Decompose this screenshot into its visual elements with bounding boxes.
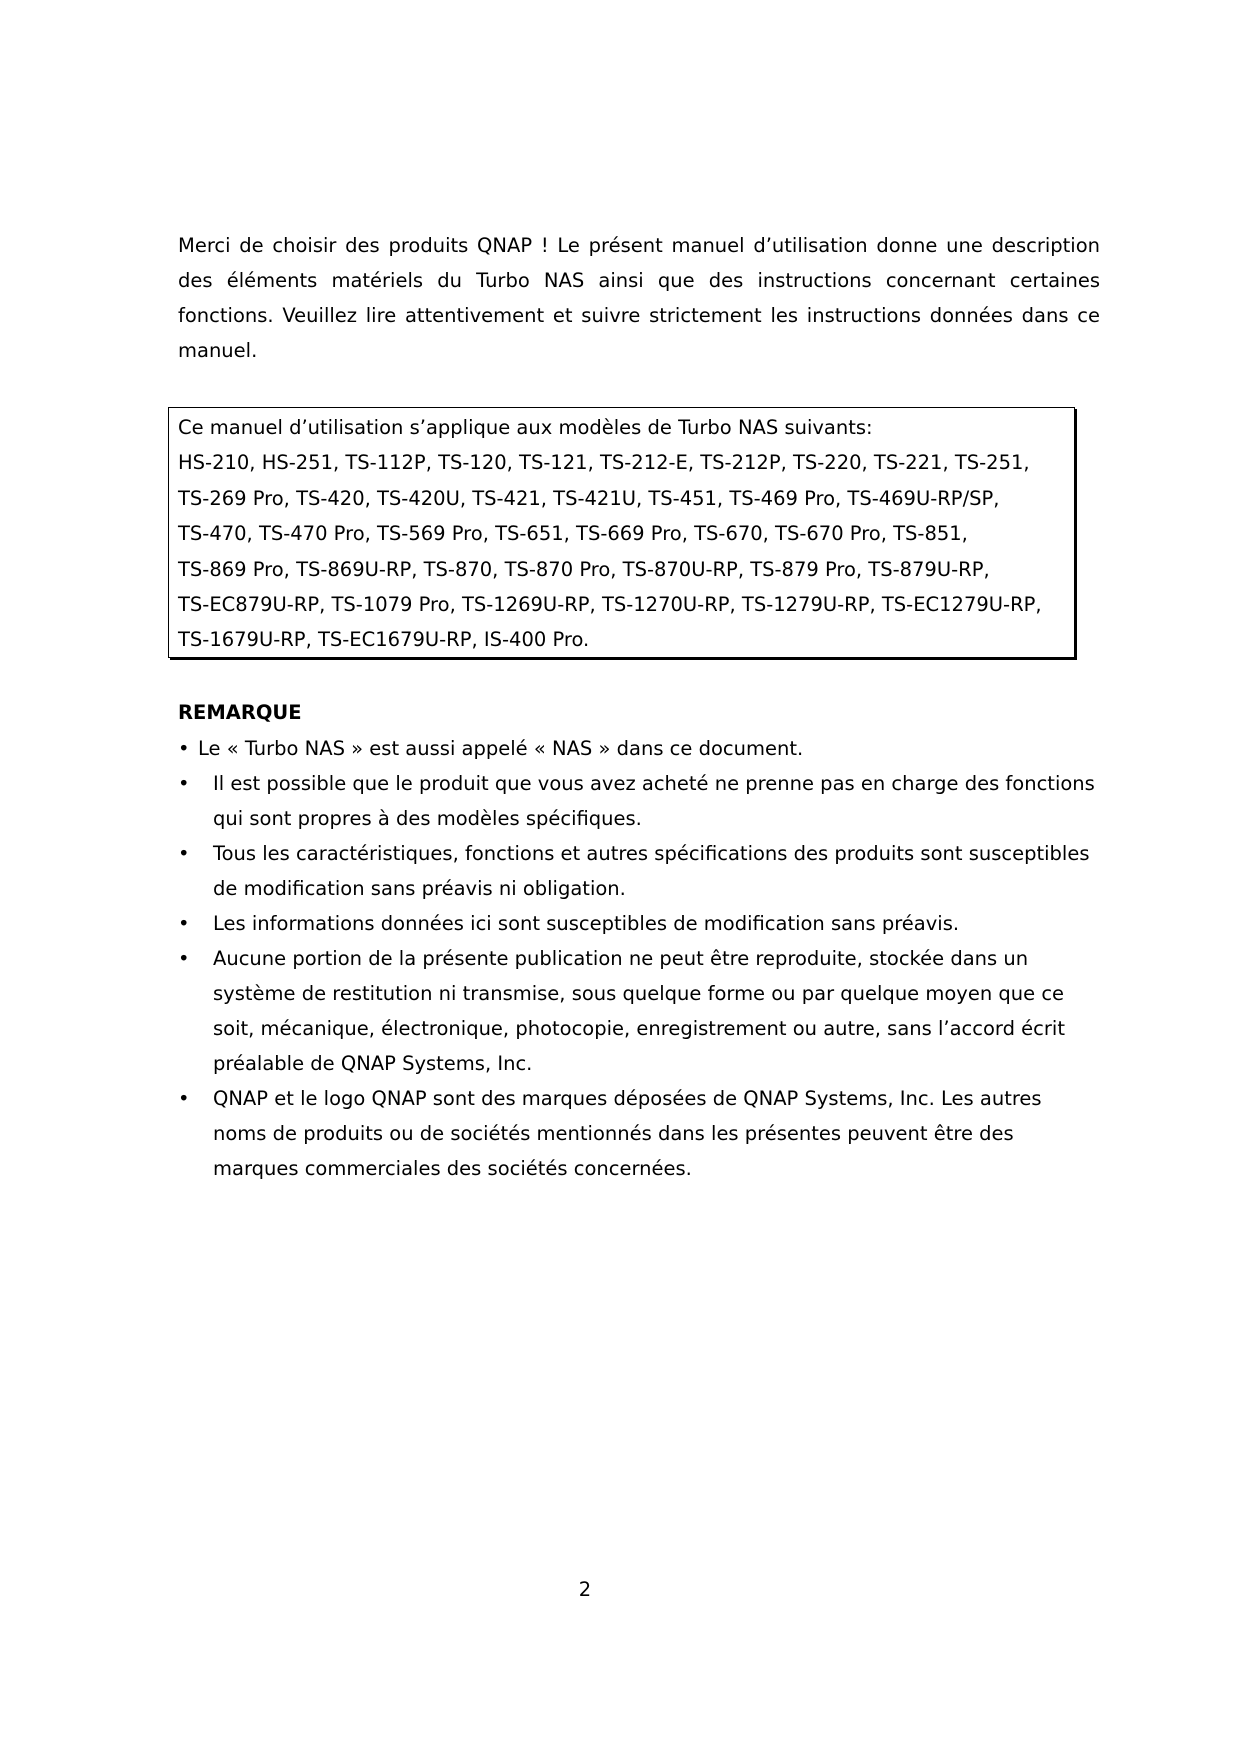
list-item-text: Les informations données ici sont susceptibles de modification sans préavis. [213, 912, 960, 935]
models-line: HS-210, HS-251, TS-112P, TS-120, TS-121, TS-212-E, TS-212P, TS-220, TS-221, TS-251, [178, 451, 1030, 475]
list-item-text: Aucune portion de la présente publication ne peut être reproduite, stockée dans un système de restitution ni transmise, sous quelque forme ou par quelque moyen que ce soit, mécanique, électronique, photocopie, enregistrement ou autre, sans l’accord écrit préalable de QNAP Systems, Inc. [213, 947, 1065, 1075]
intro-paragraph: Merci de choisir des produits QNAP ! Le présent manuel d’utilisation donne une description des éléments matériels du Turbo NAS ainsi que des instructions concernant certaines fonctions. Veuillez lire attentivement et suivre strictement les instructions données dans ce manuel. [178, 234, 1100, 362]
page-number: 2 [578, 1578, 592, 1601]
models-line: TS-269 Pro, TS-420, TS-420U, TS-421, TS-421U, TS-451, TS-469 Pro, TS-469U-RP/SP, [178, 486, 1000, 510]
bullet-icon: • [178, 842, 190, 865]
bullet-icon: • [178, 912, 190, 935]
models-line: TS-1679U-RP, TS-EC1679U-RP, IS-400 Pro. [178, 628, 590, 652]
remark-list [178, 731, 1100, 1186]
remark-heading: REMARQUE [178, 701, 302, 724]
bullet-icon: • [178, 1087, 190, 1110]
list-item [178, 906, 1100, 941]
list-item [178, 731, 1100, 766]
list-item-text: QNAP et le logo QNAP sont des marques déposées de QNAP Systems, Inc. Les autres noms de produits ou de sociétés mentionnés dans les présentes peuvent être des marques commerciales des sociétés concernées. [213, 1087, 1042, 1180]
models-line: TS-869 Pro, TS-869U-RP, TS-870, TS-870 Pro, TS-870U-RP, TS-879 Pro, TS-879U-RP, [178, 557, 990, 581]
list-item [178, 1081, 1100, 1186]
list-item-text: Le « Turbo NAS » est aussi appelé « NAS » dans ce document. [198, 737, 804, 760]
list-item-text: Il est possible que le produit que vous avez acheté ne prenne pas en charge des fonctions qui sont propres à des modèles spécifiques. [213, 772, 1095, 830]
models-line: TS-EC879U-RP, TS-1079 Pro, TS-1269U-RP, TS-1270U-RP, TS-1279U-RP, TS-EC1279U-RP, [178, 593, 1042, 617]
models-heading: Ce manuel d’utilisation s’applique aux modèles de Turbo NAS suivants: [178, 416, 873, 439]
bullet-icon: • [178, 772, 190, 795]
models-list [178, 410, 1128, 658]
list-item [178, 766, 1100, 836]
models-line: TS-470, TS-470 Pro, TS-569 Pro, TS-651, TS-669 Pro, TS-670, TS-670 Pro, TS-851, [178, 522, 968, 546]
list-item [178, 836, 1100, 906]
bullet-icon: • [178, 737, 190, 760]
list-item [178, 941, 1100, 1081]
list-item-text: Tous les caractéristiques, fonctions et autres spécifications des produits sont susceptibles de modification sans préavis ni obligation. [213, 842, 1090, 900]
bullet-icon: • [178, 947, 190, 970]
